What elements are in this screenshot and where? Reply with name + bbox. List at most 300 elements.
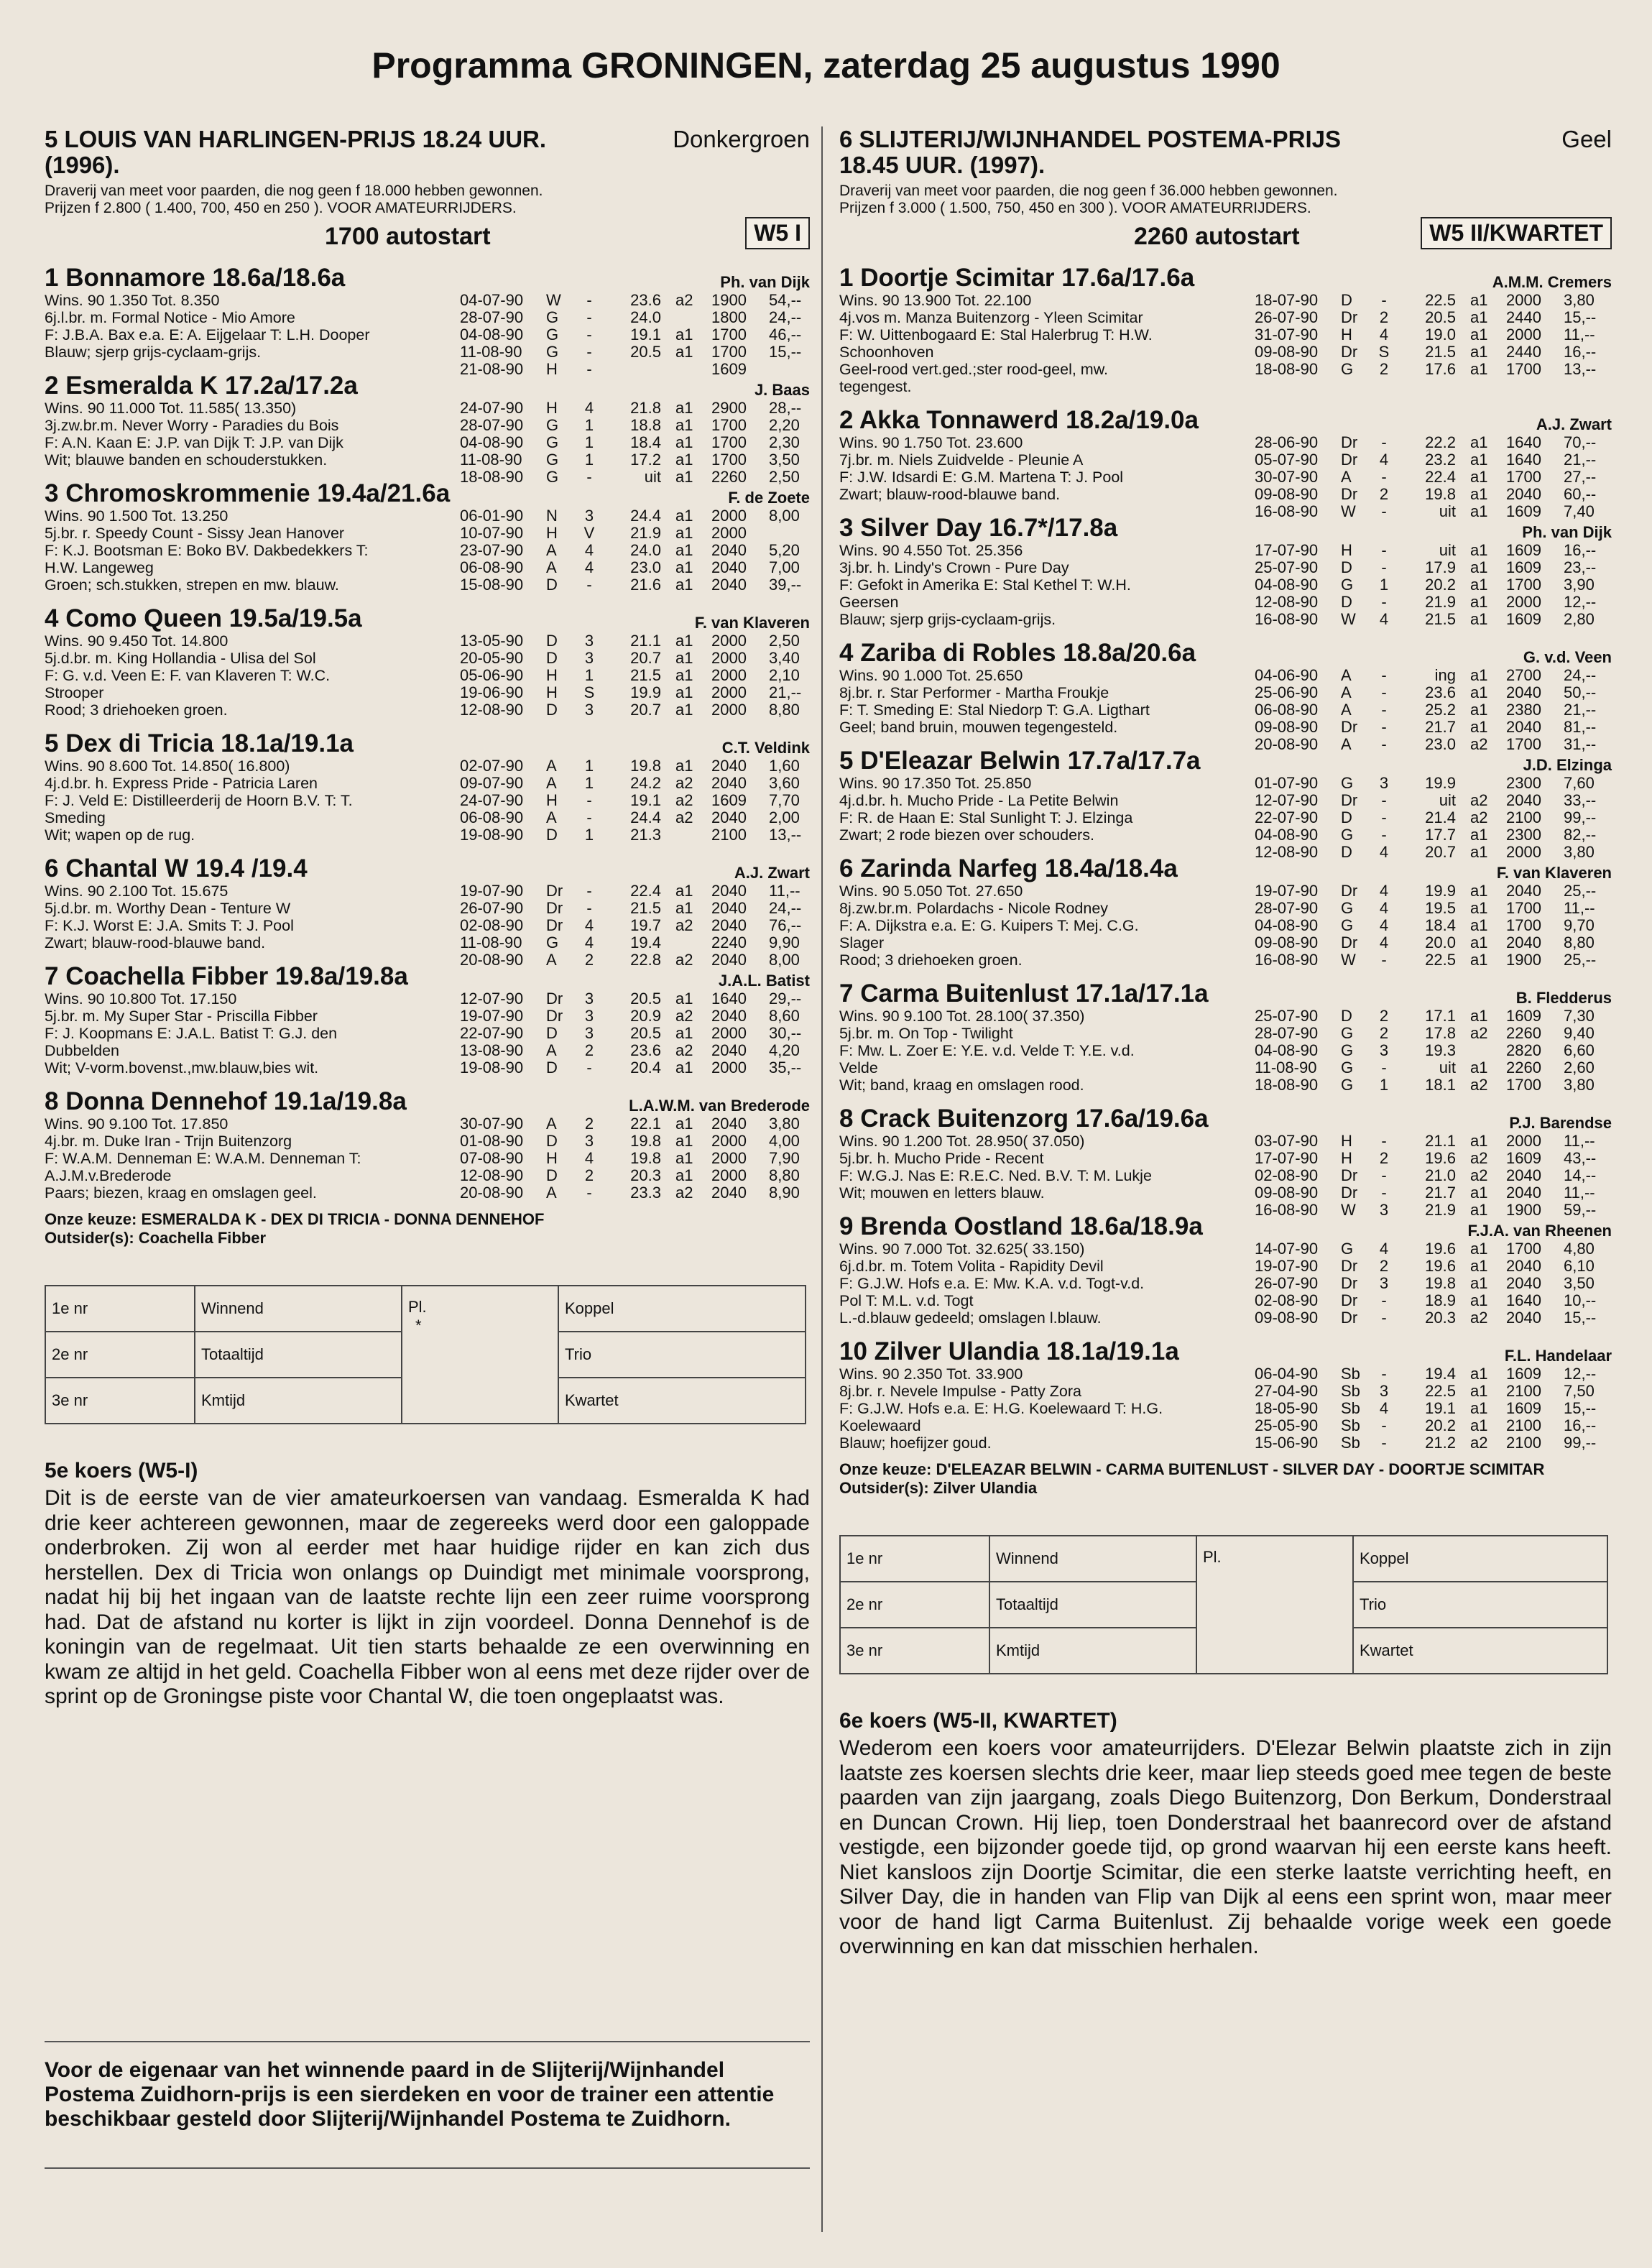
run-row [1255, 1042, 1612, 1059]
run-position: 4 [1379, 451, 1389, 469]
run-row [1255, 792, 1612, 809]
run-odds: 99,-- [1564, 1434, 1597, 1452]
run-time: 21.9 [630, 524, 661, 542]
run-distance: 2000 [1506, 291, 1541, 309]
run-start: a1 [1470, 1257, 1488, 1275]
run-date: 01-07-90 [1255, 774, 1319, 792]
run-date: 06-08-90 [460, 558, 524, 576]
info-line: F: K.J. Worst E: J.A. Smits T: J. Pool [45, 917, 294, 934]
run-start: a1 [1470, 451, 1488, 469]
run-distance: 2000 [711, 666, 747, 684]
run-distance: 2040 [1506, 683, 1541, 701]
run-time: 22.5 [1425, 1382, 1456, 1400]
run-position: 4 [584, 558, 594, 576]
horse-info [839, 542, 1242, 628]
run-distance: 2100 [1506, 1416, 1541, 1434]
horse-trainer: C.T. Veldink [721, 739, 810, 757]
run-row [460, 632, 810, 650]
run-date: 15-06-90 [1255, 1434, 1319, 1452]
run-track: Dr [1341, 1184, 1358, 1202]
run-date: 06-08-90 [460, 808, 524, 826]
run-time: 21.1 [630, 632, 661, 650]
run-date: 27-04-90 [1255, 1382, 1319, 1400]
run-date: 20-08-90 [460, 951, 524, 969]
run-position: - [1381, 683, 1387, 701]
run-distance: 1700 [1506, 916, 1541, 934]
horse-name: 3 Silver Day 16.7*/17.8a [839, 514, 1118, 542]
run-date: 28-07-90 [460, 416, 524, 434]
info-line: Wins. 90 9.100 Tot. 17.850 [45, 1115, 229, 1133]
run-odds: 3,50 [1564, 1274, 1595, 1292]
run-start: a1 [675, 524, 693, 542]
info-line: F: J. Veld E: Distilleerderij de Hoorn B.V. T: T. [45, 792, 353, 809]
koers-6-text: Wederom een koers voor amateurrijders. D'Elezar Belwin plaatste zich in zijn laatste zes koersen slechts drie keer, maar liep steeds goed mee tegen de beste paarden van zijn jaargang, zoals Diego Buitenzorg, Don Berkum, Donderstraal en Duncan Crown. Hij liep, toen Donderstraal het baanrecord over de afstand vestigde, een bijzonder goede tijd, op grond waarvan hij een eerste kans heeft. Niet kansloos zijn Doortje Scimitar, die een sterke laatste verrichting heeft, en Silver Day, die in handen van Flip van Dijk al eens een sprint won, maar meer voor de hand ligt Carma Buitenlust. Zij behaalde vorige week een goede overwinning en kan dat misschien herhalen. [839, 1736, 1612, 1958]
run-row [1255, 576, 1612, 594]
run-row [1255, 1059, 1612, 1077]
info-line: F: W. Uittenbogaard E: Stal Halerbrug T: H.W. [839, 326, 1153, 344]
run-odds: 11,-- [769, 882, 800, 900]
run-position: - [1381, 1434, 1387, 1452]
run-distance: 2040 [711, 576, 747, 594]
run-time: 22.2 [1425, 433, 1456, 451]
info-line: Rood; 3 driehoeken groen. [839, 951, 1023, 969]
run-track: H [1341, 1132, 1352, 1150]
run-distance: 2040 [1506, 934, 1541, 951]
run-start: a1 [675, 1132, 693, 1150]
run-distance: 2000 [711, 701, 747, 719]
run-position: 2 [1379, 1149, 1389, 1167]
run-start: a1 [675, 507, 693, 525]
run-position: 2 [584, 1041, 594, 1059]
run-time: 25.2 [1425, 701, 1456, 719]
recent-runs [460, 757, 810, 844]
run-odds: 11,-- [1564, 1132, 1595, 1150]
run-distance: 2040 [711, 1115, 747, 1133]
run-odds: 81,-- [1564, 718, 1597, 736]
run-position: - [1381, 666, 1387, 684]
run-position: - [586, 326, 592, 344]
run-position: 2 [1379, 308, 1389, 326]
run-odds: 8,00 [769, 951, 800, 969]
run-track: Sb [1341, 1399, 1360, 1417]
recent-runs [460, 507, 810, 594]
run-track: Sb [1341, 1416, 1360, 1434]
run-odds: 8,80 [1564, 934, 1595, 951]
result-table [839, 1535, 1608, 1674]
run-position: 3 [584, 1007, 594, 1025]
run-odds: 8,00 [769, 507, 800, 525]
run-row [460, 434, 810, 451]
run-time: 19.8 [630, 757, 661, 775]
run-time: 21.7 [1425, 1184, 1456, 1202]
run-start: a1 [675, 1149, 693, 1167]
info-line: Wins. 90 2.350 Tot. 33.900 [839, 1365, 1023, 1383]
run-row [1255, 361, 1612, 378]
run-track: G [546, 343, 559, 361]
run-odds: 8,80 [769, 701, 800, 719]
run-track: N [546, 507, 558, 525]
run-track: Dr [546, 990, 563, 1008]
run-row [460, 701, 810, 719]
run-row [1255, 900, 1612, 917]
run-position: - [1381, 1291, 1387, 1309]
run-start: a1 [675, 701, 693, 719]
run-track: A [546, 1115, 557, 1133]
run-position: 2 [584, 1166, 594, 1184]
run-distance: 1640 [1506, 451, 1541, 469]
run-odds: 6,60 [1564, 1041, 1595, 1059]
recent-runs [1255, 1133, 1612, 1219]
horse-info [45, 990, 447, 1077]
run-odds: 2,10 [769, 666, 800, 684]
run-odds: 13,-- [769, 826, 802, 844]
run-odds: 24,-- [769, 308, 802, 326]
run-time: 22.4 [1425, 468, 1456, 486]
run-date: 16-08-90 [1255, 951, 1319, 969]
run-time: 21.7 [1425, 718, 1456, 736]
run-start: a1 [1470, 718, 1488, 736]
run-date: 12-08-90 [1255, 593, 1319, 611]
run-odds: 7,40 [1564, 502, 1595, 520]
run-track: H [1341, 541, 1352, 559]
run-start: a1 [1470, 843, 1488, 861]
info-line: Rood; 3 driehoeken groen. [45, 701, 228, 719]
run-row [460, 990, 810, 1008]
run-track: G [1341, 1059, 1354, 1077]
info-line: Zwart; blauw-rood-blauwe band. [45, 934, 266, 951]
run-odds: 4,00 [769, 1132, 800, 1150]
run-date: 13-08-90 [460, 1041, 524, 1059]
race-header [45, 126, 810, 178]
rank-cell: 3e nr [840, 1628, 989, 1674]
run-start: a1 [1470, 1132, 1488, 1150]
run-row [460, 757, 810, 775]
run-distance: 1700 [1506, 899, 1541, 917]
run-time: 18.8 [630, 416, 661, 434]
race-conditions [45, 183, 810, 217]
run-position: 2 [1379, 485, 1389, 503]
run-date: 18-08-90 [460, 468, 524, 486]
run-odds: 7,90 [769, 1149, 800, 1167]
run-time: 20.5 [630, 990, 661, 1008]
run-row [1255, 667, 1612, 684]
run-date: 24-07-90 [460, 399, 524, 417]
run-track: D [546, 1059, 558, 1077]
run-time: 24.4 [630, 507, 661, 525]
info-line: Wins. 90 5.050 Tot. 27.650 [839, 882, 1023, 900]
info-line: F: K.J. Bootsman E: Boko BV. Dakbedekkers T: [45, 542, 369, 559]
horse-trainer: F. de Zoete [728, 489, 810, 507]
run-odds: 16,-- [1564, 541, 1597, 559]
run-row [1255, 1167, 1612, 1184]
run-track: D [546, 1132, 558, 1150]
pl-cell: Pl. [1196, 1536, 1353, 1674]
run-start: a1 [675, 1024, 693, 1042]
info-line: F: R. de Haan E: Stal Sunlight T: J. Elzinga [839, 809, 1133, 826]
run-row [460, 900, 810, 917]
run-distance: 2040 [711, 774, 747, 792]
pl-cell [402, 1286, 558, 1424]
run-start: a1 [1470, 916, 1488, 934]
run-distance: 2260 [711, 468, 747, 486]
run-odds: 2,50 [769, 468, 800, 486]
run-date: 19-08-90 [460, 826, 524, 844]
info-line: 6j.d.br. m. Totem Volita - Rapidity Devil [839, 1258, 1104, 1275]
run-distance: 1700 [1506, 468, 1541, 486]
run-position: - [1381, 593, 1387, 611]
run-date: 11-08-90 [1255, 1059, 1317, 1077]
run-odds: 59,-- [1564, 1201, 1597, 1219]
run-date: 06-04-90 [1255, 1365, 1319, 1383]
horse-name: 1 Doortje Scimitar 17.6a/17.6a [839, 264, 1195, 292]
run-row [1255, 826, 1612, 844]
run-time: 19.5 [1425, 899, 1456, 917]
run-row [460, 559, 810, 576]
run-date: 11-08-90 [460, 451, 522, 469]
run-distance: 1700 [711, 343, 747, 361]
run-row [1255, 1150, 1612, 1167]
run-date: 28-07-90 [1255, 899, 1319, 917]
run-track: A [546, 808, 557, 826]
run-row [460, 525, 810, 542]
run-odds: 2,80 [1564, 610, 1595, 628]
recent-runs [1255, 667, 1612, 753]
run-track: G [546, 416, 559, 434]
info-line: F: G.J.W. Hofs e.a. E: H.G. Koelewaard T: H.G. [839, 1400, 1163, 1417]
run-time: 18.4 [630, 433, 661, 451]
horse-info [45, 1115, 447, 1202]
run-distance: 2040 [711, 882, 747, 900]
recent-runs [1255, 1008, 1612, 1094]
run-track: Sb [1341, 1382, 1360, 1400]
run-start: a1 [1470, 1240, 1488, 1258]
run-position: 3 [584, 1132, 594, 1150]
recent-runs [1255, 434, 1612, 520]
info-line: 7j.br. m. Niels Zuidvelde - Pleunie A [839, 451, 1084, 469]
run-start: a2 [1470, 791, 1488, 809]
run-start: a1 [675, 433, 693, 451]
run-date: 18-08-90 [1255, 360, 1319, 378]
race-6-column [839, 126, 1612, 1960]
run-position: 4 [584, 541, 594, 559]
info-line: F: T. Smeding E: Stal Niedorp T: G.A. Ligthart [839, 701, 1150, 719]
horse-entry [839, 1213, 1612, 1327]
run-odds: 82,-- [1564, 826, 1597, 844]
run-date: 20-08-90 [460, 1184, 524, 1202]
run-row [1255, 451, 1612, 469]
run-time: 22.4 [630, 882, 661, 900]
horse-info [839, 292, 1242, 395]
info-line: Wit; blauwe banden en schouderstukken. [45, 451, 328, 469]
run-odds: 25,-- [1564, 951, 1597, 969]
run-position: 2 [584, 951, 594, 969]
run-distance: 1609 [1506, 541, 1541, 559]
run-date: 22-07-90 [1255, 808, 1319, 826]
run-distance: 1609 [1506, 1149, 1541, 1167]
info-line: Wins. 90 4.550 Tot. 25.356 [839, 542, 1023, 559]
run-distance: 2040 [1506, 882, 1541, 900]
run-track: Dr [1341, 1274, 1358, 1292]
run-time: 17.1 [1425, 1007, 1456, 1025]
run-position: V [583, 524, 595, 542]
run-track: A [1341, 666, 1352, 684]
run-distance: 2700 [1506, 666, 1541, 684]
horse-info [45, 507, 447, 594]
run-distance: 2040 [711, 899, 747, 917]
run-position: 3 [1379, 1041, 1389, 1059]
horse-trainer: Ph. van Dijk [720, 273, 810, 291]
run-distance: 1700 [1506, 735, 1541, 753]
run-distance: 1700 [711, 433, 747, 451]
run-time: 23.6 [1425, 683, 1456, 701]
run-distance: 1700 [1506, 1076, 1541, 1094]
run-date: 31-07-90 [1255, 326, 1319, 344]
run-position: 3 [584, 632, 594, 650]
run-start: a1 [1470, 576, 1488, 594]
run-odds: 14,-- [1564, 1166, 1597, 1184]
run-position: 3 [1379, 1382, 1389, 1400]
run-date: 09-07-90 [460, 774, 524, 792]
run-row [1255, 1309, 1612, 1327]
run-odds: 8,60 [769, 1007, 800, 1025]
run-time: 19.7 [630, 916, 661, 934]
info-line: Wins. 90 1.350 Tot. 8.350 [45, 292, 220, 309]
run-time: 17.6 [1425, 360, 1456, 378]
run-time: 20.0 [1425, 934, 1456, 951]
run-track: W [546, 291, 561, 309]
koers-5-text: Dit is de eerste van de vier amateurkoersen van vandaag. Esmeralda K had drie keer achtereen gewonnen, maar de zegereeks werd door een galoppade onderbroken. Zij won al eerder met haar huidige rijder en kan zich dus herstellen. Dex di Tricia won onlangs op Duindigt met minimale voorsprong, nadat hij bij het ingaan van de laatste rechte lijn een zeer ruime voorsprong had. Dat de afstand nu korter is lijkt in zijn voordeel. Donna Dennehof is de koningin van de regelmaat. Uit tien starts behaalde ze een overwinning en kwam ze altijd in het geld. Coachella Fibber won al eens met deze rijder over de sprint op de Groningse piste voor Chantal W, die toen ongeplaatst was. [45, 1486, 810, 1708]
run-odds: 2,20 [769, 416, 800, 434]
run-start: a1 [675, 1166, 693, 1184]
race-tag: W5 II/KWARTET [1421, 217, 1612, 249]
info-line: tegengest. [839, 378, 912, 395]
run-track: Dr [1341, 934, 1358, 951]
run-track: W [1341, 610, 1356, 628]
run-track: Sb [1341, 1434, 1360, 1452]
info-line: 4j.br. m. Duke Iran - Trijn Buitenzorg [45, 1133, 292, 1150]
race-conditions [839, 183, 1612, 217]
run-time: 20.3 [630, 1166, 661, 1184]
run-distance: 2100 [1506, 808, 1541, 826]
run-position: - [1381, 718, 1387, 736]
run-start: a2 [675, 1184, 693, 1202]
run-distance: 1900 [1506, 1201, 1541, 1219]
horse-entry [45, 730, 810, 844]
run-track: H [546, 683, 558, 701]
run-time: 20.5 [630, 1024, 661, 1042]
run-distance: 2900 [711, 399, 747, 417]
run-position: - [586, 1184, 592, 1202]
run-distance: 2040 [711, 757, 747, 775]
run-time: 19.6 [1425, 1240, 1456, 1258]
horse-entry [45, 264, 810, 378]
run-start: a1 [1470, 899, 1488, 917]
run-position: - [1381, 502, 1387, 520]
run-start: a2 [1470, 1166, 1488, 1184]
run-position: - [1381, 826, 1387, 844]
run-time: 19.6 [1425, 1257, 1456, 1275]
run-row [460, 576, 810, 594]
race-tag: W5 I [745, 217, 810, 249]
outsider-text: Outsider(s): Coachella Fibber [45, 1229, 267, 1247]
run-distance: 1640 [1506, 1291, 1541, 1309]
run-odds: 7,70 [769, 791, 800, 809]
horse-entry [839, 1105, 1612, 1219]
run-track: D [546, 632, 558, 650]
horse-entry [45, 854, 810, 969]
info-line: Wins. 90 9.450 Tot. 14.800 [45, 632, 229, 650]
run-start: a1 [1470, 485, 1488, 503]
horse-name: 4 Zariba di Robles 18.8a/20.6a [839, 639, 1196, 667]
run-odds: 3,60 [769, 774, 800, 792]
run-track: H [546, 399, 558, 417]
run-distance: 2040 [1506, 485, 1541, 503]
run-time: 17.2 [630, 451, 661, 469]
run-odds: 2,60 [1564, 1059, 1595, 1077]
run-time: 21.2 [1425, 1434, 1456, 1452]
run-date: 26-07-90 [1255, 1274, 1319, 1292]
run-position: 4 [1379, 1399, 1389, 1417]
run-track: D [1341, 808, 1352, 826]
run-track: Dr [1341, 1257, 1358, 1275]
run-odds: 15,-- [769, 343, 802, 361]
race-title: 5 LOUIS VAN HARLINGEN-PRIJS 18.24 UUR. (1996). [45, 126, 547, 178]
run-track: G [1341, 360, 1354, 378]
run-date: 25-05-90 [1255, 1416, 1319, 1434]
run-row [1255, 1184, 1612, 1202]
info-line: 5j.br. h. Mucho Pride - Recent [839, 1150, 1044, 1167]
run-time: 19.9 [1425, 882, 1456, 900]
run-track: A [1341, 735, 1352, 753]
run-distance: 2100 [1506, 1382, 1541, 1400]
run-odds: 4,80 [1564, 1240, 1595, 1258]
run-distance: 1800 [711, 308, 747, 326]
run-row [460, 882, 810, 900]
run-date: 03-07-90 [1255, 1132, 1319, 1150]
run-time: uit [644, 468, 661, 486]
run-start: a1 [675, 649, 693, 667]
run-position: 3 [1379, 774, 1389, 792]
run-distance: 1700 [1506, 1240, 1541, 1258]
run-position: - [1381, 951, 1387, 969]
run-date: 18-08-90 [1255, 1076, 1319, 1094]
horse-entry [839, 747, 1612, 861]
run-position: - [1381, 1166, 1387, 1184]
run-start: a1 [675, 399, 693, 417]
run-date: 06-08-90 [1255, 701, 1319, 719]
run-time: 19.8 [1425, 485, 1456, 503]
run-start: a1 [675, 468, 693, 486]
run-date: 12-08-90 [460, 1166, 524, 1184]
run-position: 4 [1379, 916, 1389, 934]
run-date: 25-07-90 [1255, 558, 1319, 576]
run-start: a2 [675, 808, 693, 826]
run-track: A [546, 1041, 557, 1059]
run-time: 23.2 [1425, 451, 1456, 469]
run-date: 12-07-90 [460, 990, 524, 1008]
run-row [1255, 486, 1612, 503]
info-line: 8j.zw.br.m. Polardachs - Nicole Rodney [839, 900, 1109, 917]
run-track: D [1341, 558, 1352, 576]
run-start: a2 [675, 774, 693, 792]
run-odds: 25,-- [1564, 882, 1597, 900]
our-choice [839, 1460, 1612, 1498]
run-track: D [546, 649, 558, 667]
run-track: H [546, 360, 558, 378]
horse-info [839, 882, 1242, 969]
run-odds: 4,20 [769, 1041, 800, 1059]
run-position: - [1381, 558, 1387, 576]
